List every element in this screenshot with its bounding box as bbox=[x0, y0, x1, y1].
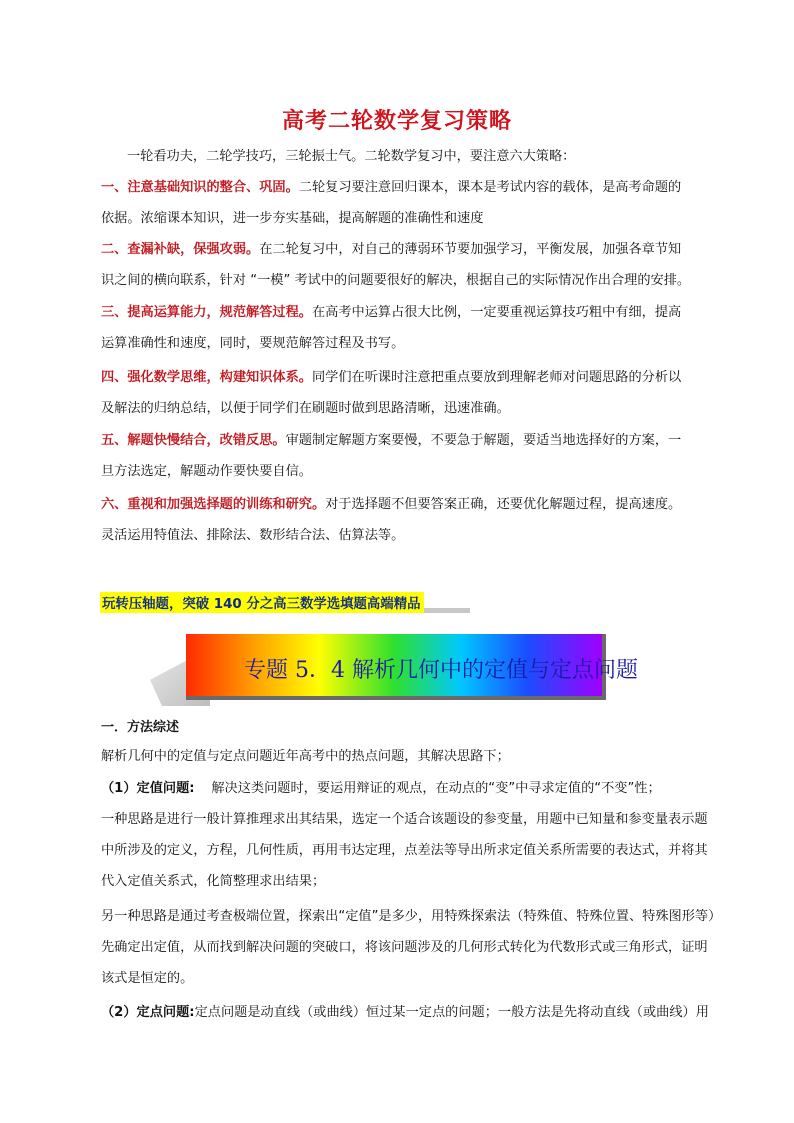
strategy-5 bbox=[101, 425, 719, 487]
strategy-1-heading: 一、注意基础知识的整合、巩固。 bbox=[101, 180, 299, 195]
body-line-2 bbox=[101, 773, 727, 804]
strategy-4-text-cont: 及解法的归纳总结，以便于同学们在刷题时做到思路清晰，迅速准确。 bbox=[101, 401, 510, 416]
strategy-4 bbox=[101, 362, 719, 424]
strategy-3 bbox=[101, 297, 719, 359]
strategy-2-text-cont: 识之间的横向联系，针对 “一模” 考试中的问题要很好的解决，根据自己的实际情况作出合理的安排。 bbox=[101, 273, 691, 288]
rainbow-panel bbox=[186, 634, 638, 700]
strategy-6-text: 对于选择题不但要答案正确，还要优化解题过程，提高速度。 bbox=[325, 497, 682, 512]
body-line-6: 另一种思路是通过考查极端位置，探索出“定值”是多少，用特殊探索法（特殊值、特殊位置、特殊图形等） bbox=[101, 909, 722, 924]
body-line-8: 该式是恒定的。 bbox=[101, 971, 194, 986]
fixed-point-text: 定点问题是动直线（或曲线）恒过某一定点的问题；一般方法是先将动直线（或曲线）用 bbox=[194, 1005, 709, 1020]
body-line-9 bbox=[101, 997, 727, 1028]
strategy-6-heading: 六、重视和加强选择题的训练和研究。 bbox=[101, 497, 326, 512]
strategy-2-text: 在二轮复习中，对自己的薄弱环节要加强学习，平衡发展，加强各章节知 bbox=[259, 242, 682, 257]
strategy-5-heading: 五、解题快慢结合，改错反思。 bbox=[101, 433, 286, 448]
body-line-4: 中所涉及的定义，方程，几何性质，再用韦达定理，点差法等导出所求定值关系所需要的表达式，并将其 bbox=[101, 843, 708, 858]
fixed-point-label: （2）定点问题: bbox=[101, 1005, 195, 1020]
fixed-value-text: 解决这类问题时，要运用辩证的观点，在动点的“变”中寻求定值的“不变”性； bbox=[211, 781, 661, 796]
fixed-value-label: （1）定值问题: bbox=[101, 781, 195, 796]
body-line-5: 代入定值关系式，化简整理求出结果； bbox=[101, 874, 326, 889]
strategy-3-text: 在高考中运算占很大比例，一定要重视运算技巧粗中有细，提高 bbox=[312, 305, 682, 320]
page-title: 高考二轮数学复习策略 bbox=[281, 109, 512, 134]
topic-header bbox=[150, 632, 638, 704]
section-heading: 一．方法综述 bbox=[101, 720, 180, 735]
body-line-7: 先确定出定值，从而找到解决问题的突破口，将该问题涉及的几何形式转化为代数形式或三角形式，证明 bbox=[101, 940, 708, 955]
strategy-2-heading: 二、查漏补缺，保强攻弱。 bbox=[101, 242, 260, 257]
strategy-5-text-cont: 旦方法选定，解题动作要快要自信。 bbox=[101, 464, 312, 479]
strategy-2 bbox=[101, 234, 719, 296]
body-line-3: 一种思路是进行一般计算推理求出其结果，选定一个适合该题设的参变量，用题中已知量和参变量表示题 bbox=[101, 812, 708, 827]
strategy-5-text: 审题制定解题方案要慢，不要急于解题，要适当地选择好的方案，一 bbox=[285, 433, 682, 448]
topic-title: 专题 5．4 解析几何中的定值与定点问题 bbox=[244, 658, 638, 683]
strategy-6-text-cont: 灵活运用特值法、排除法、数形结合法、估算法等。 bbox=[101, 528, 405, 543]
strategy-6 bbox=[101, 489, 719, 551]
intro-paragraph: 一轮看功夫，二轮学技巧，三轮振士气。二轮数学复习中，要注意六大策略： bbox=[127, 149, 576, 164]
strategy-3-heading: 三、提高运算能力，规范解答过程。 bbox=[101, 305, 312, 320]
promo-banner: 玩转压轴题，突破 140 分之高三数学选填题高端精品 bbox=[100, 592, 424, 613]
strategy-1-text: 二轮复习要注意回归课本，课本是考试内容的载体，是高考命题的 bbox=[298, 180, 682, 195]
body-line-1: 解析几何中的定值与定点问题近年高考中的热点问题，其解决思路下； bbox=[101, 749, 510, 764]
strategy-1-text-cont: 依据。浓缩课本知识，进一步夯实基础，提高解题的准确性和速度 bbox=[101, 211, 484, 226]
strategy-4-heading: 四、强化数学思维，构建知识体系。 bbox=[101, 370, 312, 385]
strategy-4-text: 同学们在听课时注意把重点要放到理解老师对问题思路的分析以 bbox=[312, 370, 682, 385]
strategy-3-text-cont: 运算准确性和速度，同时，要规范解答过程及书写。 bbox=[101, 336, 405, 351]
strategy-1 bbox=[101, 172, 719, 234]
